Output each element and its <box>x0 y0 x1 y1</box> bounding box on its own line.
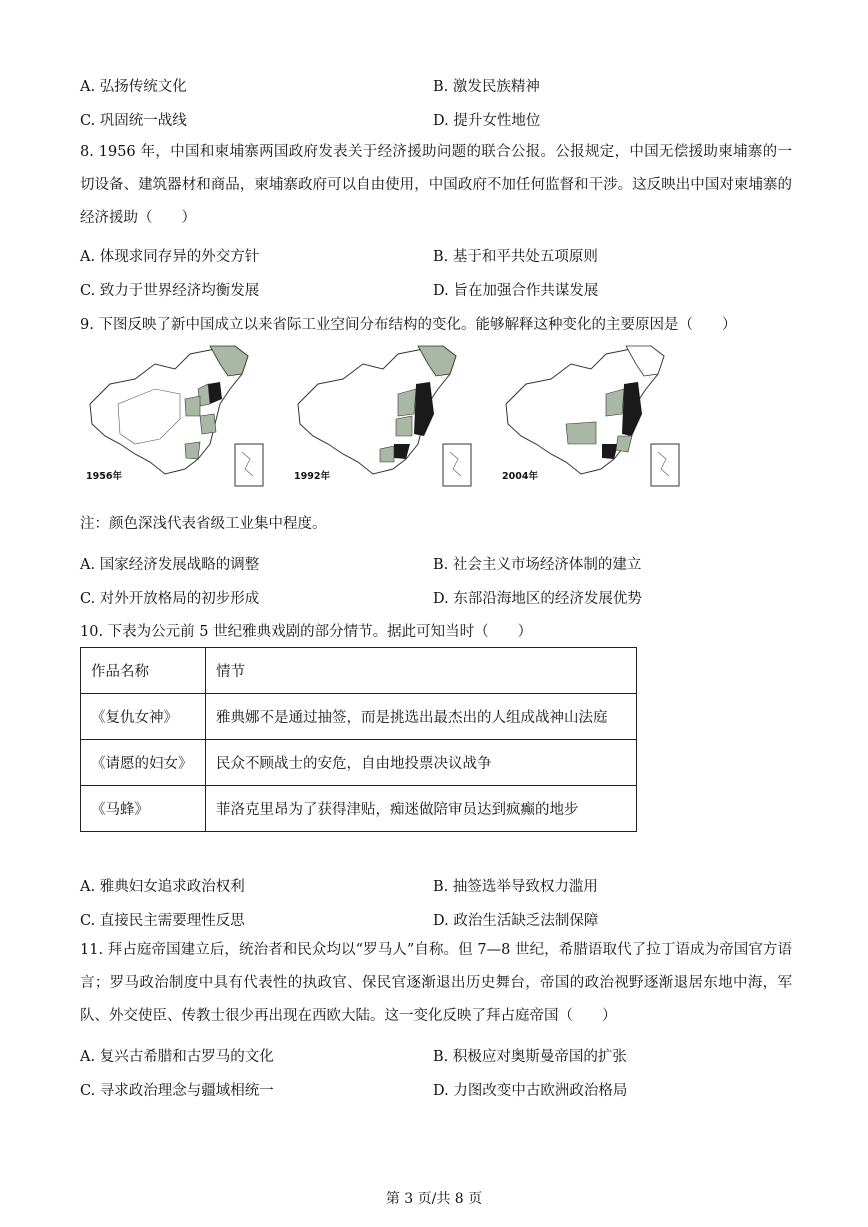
q10-option-c[interactable]: C. 直接民主需要理性反思 <box>80 913 245 929</box>
q10-option-d[interactable]: D. 政治生活缺乏法制保障 <box>433 913 599 929</box>
table-row <box>81 740 637 786</box>
table-header-cell: 作品名称 <box>81 648 206 694</box>
table-cell: 《复仇女神》 <box>81 694 206 740</box>
q8-option-c[interactable]: C. 致力于世界经济均衡发展 <box>80 283 260 299</box>
q8-option-b[interactable]: B. 基于和平共处五项原则 <box>433 249 598 265</box>
table-cell: 菲洛克里昂为了获得津贴，痴迷做陪审员达到疯癫的地步 <box>206 786 637 832</box>
q9-option-d[interactable]: D. 东部沿海地区的经济发展优势 <box>433 591 642 607</box>
q7-option-b[interactable]: B. 激发民族精神 <box>433 79 540 95</box>
q9-stem: 9. 下图反映了新中国成立以来省际工业空间分布结构的变化。能够解释这种变化的主要原因是（ ） <box>80 317 737 333</box>
table-row <box>81 694 637 740</box>
q11-option-d[interactable]: D. 力图改变中古欧洲政治格局 <box>433 1083 628 1099</box>
q10-option-a[interactable]: A. 雅典妇女追求政治权利 <box>80 879 245 895</box>
q9-note: 注：颜色深浅代表省级工业集中程度。 <box>80 516 327 532</box>
table-cell: 《请愿的妇女》 <box>81 740 206 786</box>
q9-option-a[interactable]: A. 国家经济发展战略的调整 <box>80 557 260 573</box>
page-number: 第 3 页/共 8 页 <box>385 1191 483 1207</box>
q7-option-c[interactable]: C. 巩固统一战线 <box>80 113 187 129</box>
q8-stem: 8. 1956 年，中国和柬埔寨两国政府发表关于经济援助问题的联合公报。公报规定，中国无偿援助柬埔寨的一切设备、建筑器材和商品，柬埔寨政府可以自由使用，中国政府不加任何监督和干涉。这反映出中国对柬埔寨的经济援助（ ） <box>80 144 792 226</box>
table-cell: 民众不顾战士的安危，自由地投票决议战争 <box>206 740 637 786</box>
map-year-label-1956: 1956年 <box>86 471 122 482</box>
q9-option-c[interactable]: C. 对外开放格局的初步形成 <box>80 591 260 607</box>
table-header-row <box>81 648 637 694</box>
table-row <box>81 786 637 832</box>
q11-option-c[interactable]: C. 寻求政治理念与疆域相统一 <box>80 1083 274 1099</box>
table-header-cell: 情节 <box>206 648 637 694</box>
q8-option-a[interactable]: A. 体现求同存异的外交方针 <box>80 249 260 265</box>
map-1956 <box>80 344 280 494</box>
map-1992 <box>288 344 488 494</box>
q11-option-b[interactable]: B. 积极应对奥斯曼帝国的扩张 <box>433 1049 627 1065</box>
industry-maps <box>80 344 700 494</box>
q10-stem: 10. 下表为公元前 5 世纪雅典戏剧的部分情节。据此可知当时（ ） <box>80 624 533 640</box>
map-year-label-1992: 1992年 <box>294 471 330 482</box>
q11-option-a[interactable]: A. 复兴古希腊和古罗马的文化 <box>80 1049 274 1065</box>
map-year-label-2004: 2004年 <box>502 471 538 482</box>
map-2004 <box>496 344 696 494</box>
q10-option-b[interactable]: B. 抽签选举导致权力滥用 <box>433 879 598 895</box>
table-cell: 《马蜂》 <box>81 786 206 832</box>
table-cell: 雅典娜不是通过抽签，而是挑选出最杰出的人组成战神山法庭 <box>206 694 637 740</box>
q11-stem: 11. 拜占庭帝国建立后，统治者和民众均以“罗马人”自称。但 7—8 世纪，希腊语取代了拉丁语成为帝国官方语言；罗马政治制度中具有代表性的执政官、保民官逐渐退出历史舞台，帝国的政治视野逐渐退居东地中海，军队、外交使臣、传教士很少再出现在西欧大陆。这一变化反映了拜占庭帝国（ ） <box>80 942 792 1024</box>
drama-table <box>80 647 637 832</box>
q8-option-d[interactable]: D. 旨在加强合作共谋发展 <box>433 283 599 299</box>
q9-option-b[interactable]: B. 社会主义市场经济体制的建立 <box>433 557 642 573</box>
q7-option-a[interactable]: A. 弘扬传统文化 <box>80 79 187 95</box>
q7-option-d[interactable]: D. 提升女性地位 <box>433 113 541 129</box>
